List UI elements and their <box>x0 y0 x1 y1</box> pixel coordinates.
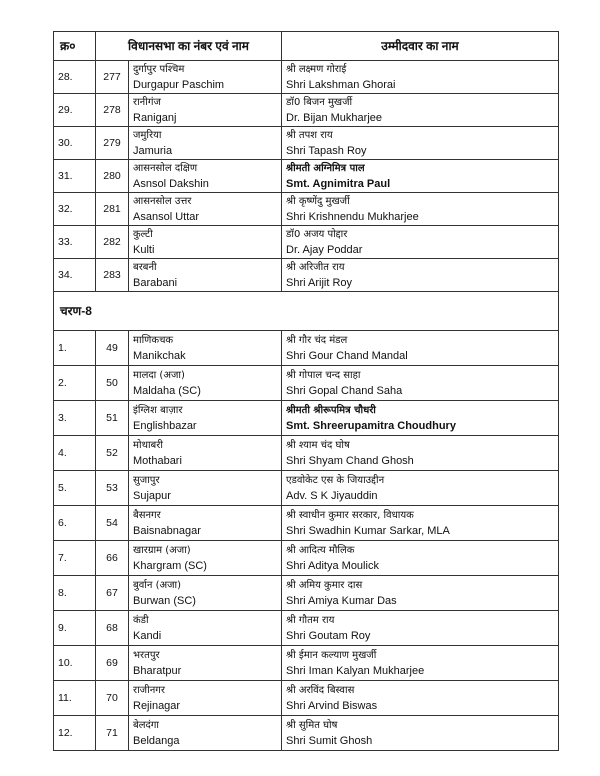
candidate-name-english: Shri Aditya Moulick <box>286 559 379 572</box>
table-row <box>54 259 559 292</box>
constituency-name-hindi: आसनसोल उत्तर <box>133 195 192 207</box>
phase-row <box>54 292 559 331</box>
constituency-name-hindi: माणिकचक <box>133 334 174 346</box>
candidate-name <box>282 127 559 160</box>
serial-number: 1. <box>54 331 96 366</box>
serial-number: 32. <box>54 193 96 226</box>
candidate-name <box>282 259 559 292</box>
candidate-name <box>282 471 559 506</box>
candidate-name-hindi: एडवोकेट एस के जियाउद्दीन <box>286 474 385 486</box>
constituency-name-english: Maldaha (SC) <box>133 384 201 397</box>
constituency-name <box>129 94 282 127</box>
candidate-name-english: Shri Krishnendu Mukharjee <box>286 210 419 223</box>
constituency-number: 49 <box>96 331 129 366</box>
serial-number: 6. <box>54 506 96 541</box>
table-row <box>54 226 559 259</box>
constituency-name <box>129 681 282 716</box>
candidate-name-english: Shri Tapash Roy <box>286 144 367 157</box>
serial-number: 9. <box>54 611 96 646</box>
constituency-name-hindi: भरतपुर <box>133 649 160 661</box>
serial-number: 2. <box>54 366 96 401</box>
constituency-name-english: Jamuria <box>133 144 173 157</box>
candidate-name-english: Dr. Ajay Poddar <box>286 243 363 256</box>
constituency-name-english: Sujapur <box>133 489 171 502</box>
constituency-number: 277 <box>96 61 129 94</box>
constituency-name-english: Kandi <box>133 629 162 642</box>
candidate-name-hindi: श्रीमती अग्निमित्र पाल <box>286 162 365 174</box>
constituency-name-english: Khargram (SC) <box>133 559 207 572</box>
constituency-number: 54 <box>96 506 129 541</box>
candidate-name-hindi: श्री आदित्य मौलिक <box>286 544 355 556</box>
candidate-name <box>282 94 559 127</box>
constituency-number: 67 <box>96 576 129 611</box>
constituency-number: 53 <box>96 471 129 506</box>
serial-number: 29. <box>54 94 96 127</box>
table-row <box>54 646 559 681</box>
constituency-name-hindi: दुर्गापुर पश्चिम <box>133 63 185 75</box>
constituency-name-hindi: इंग्लिश बाज़ार <box>133 404 183 416</box>
constituency-number: 281 <box>96 193 129 226</box>
serial-number: 31. <box>54 160 96 193</box>
constituency-name-hindi: सुजापुर <box>133 474 160 486</box>
candidate-name <box>282 541 559 576</box>
table-row <box>54 127 559 160</box>
table-row <box>54 471 559 506</box>
candidate-name-hindi: श्री गोपाल चन्द साहा <box>286 369 361 381</box>
constituency-number: 282 <box>96 226 129 259</box>
candidate-name-hindi: डॉ0 बिजन मुखर्जी <box>286 96 353 108</box>
candidate-name-english: Shri Gour Chand Mandal <box>286 349 408 362</box>
candidate-name <box>282 193 559 226</box>
constituency-name-hindi: आसनसोल दक्षिण <box>133 162 198 174</box>
table-row <box>54 61 559 94</box>
constituency-name-english: Manikchak <box>133 349 186 362</box>
candidate-name-hindi: डॉ0 अजय पोद्दार <box>286 228 348 240</box>
constituency-name-english: Bharatpur <box>133 664 182 677</box>
constituency-number: 70 <box>96 681 129 716</box>
constituency-number: 66 <box>96 541 129 576</box>
candidate-name-hindi: श्री स्वाधीन कुमार सरकार, विधायक <box>286 509 414 521</box>
phase-label: चरण-8 <box>54 292 559 331</box>
serial-number: 3. <box>54 401 96 436</box>
constituency-name-english: Asnsol Dakshin <box>133 177 209 190</box>
candidate-name-english: Shri Swadhin Kumar Sarkar, MLA <box>286 524 450 537</box>
constituency-number: 278 <box>96 94 129 127</box>
constituency-name-hindi: मालदा (अजा) <box>133 369 185 381</box>
constituency-name-english: Mothabari <box>133 454 182 467</box>
constituency-name-english: Raniganj <box>133 111 177 124</box>
candidate-name-english: Shri Goutam Roy <box>286 629 371 642</box>
serial-number: 12. <box>54 716 96 751</box>
header-constituency: विधानसभा का नंबर एवं नाम <box>96 32 282 61</box>
header-serial: क्र० <box>54 32 96 61</box>
table-row <box>54 401 559 436</box>
table-row <box>54 366 559 401</box>
serial-number: 5. <box>54 471 96 506</box>
table-row <box>54 611 559 646</box>
constituency-name <box>129 160 282 193</box>
table-row <box>54 506 559 541</box>
constituency-name <box>129 611 282 646</box>
constituency-name-hindi: बरबनी <box>133 261 157 273</box>
constituency-name-hindi: कंडी <box>133 614 149 626</box>
header-candidate: उम्मीदवार का नाम <box>282 32 559 61</box>
constituency-number: 50 <box>96 366 129 401</box>
candidate-name <box>282 61 559 94</box>
candidate-name-english: Smt. Shreerupamitra Choudhury <box>286 419 456 432</box>
constituency-name-hindi: बुर्वान (अजा) <box>133 579 182 591</box>
candidate-name-hindi: श्रीमती श्रीरूपमित्र चौधरी <box>286 404 376 416</box>
candidate-name <box>282 366 559 401</box>
candidate-list-table <box>53 31 559 751</box>
candidate-name-english: Shri Lakshman Ghorai <box>286 78 396 91</box>
candidate-name <box>282 160 559 193</box>
constituency-name <box>129 506 282 541</box>
constituency-name-hindi: राजीनगर <box>133 684 165 696</box>
constituency-name <box>129 716 282 751</box>
candidate-name <box>282 611 559 646</box>
phase-8-rows <box>54 331 559 751</box>
constituency-name-english: Burwan (SC) <box>133 594 196 607</box>
candidate-name-english: Shri Sumit Ghosh <box>286 734 373 747</box>
candidate-name-hindi: श्री अरिजीत राय <box>286 261 345 273</box>
constituency-name-hindi: रानीगंज <box>133 96 161 108</box>
candidate-name-hindi: श्री अरविंद बिस्वास <box>286 684 355 696</box>
constituency-number: 283 <box>96 259 129 292</box>
constituency-name-english: Englishbazar <box>133 419 197 432</box>
constituency-name-english: Rejinagar <box>133 699 181 712</box>
constituency-name-hindi: जमुरिया <box>133 129 162 141</box>
candidate-name-hindi: श्री सुमित घोष <box>286 719 338 731</box>
candidate-name-hindi: श्री कृष्णेंदु मुखर्जी <box>286 195 350 207</box>
table-header-row <box>54 32 559 61</box>
candidate-name <box>282 576 559 611</box>
candidate-name-hindi: श्री लक्ष्मण गोराई <box>286 63 347 75</box>
constituency-name-hindi: कुल्टी <box>133 228 153 240</box>
constituency-name <box>129 471 282 506</box>
candidate-name-english: Shri Shyam Chand Ghosh <box>286 454 414 467</box>
constituency-name <box>129 127 282 160</box>
table-row <box>54 160 559 193</box>
serial-number: 11. <box>54 681 96 716</box>
constituency-name-hindi: मोथाबरी <box>133 439 163 451</box>
candidate-name-hindi: श्री गौर चंद मंडल <box>286 334 348 346</box>
constituency-name <box>129 226 282 259</box>
constituency-name-english: Durgapur Paschim <box>133 78 225 91</box>
constituency-name-english: Barabani <box>133 276 178 289</box>
constituency-name-hindi: बैसनगर <box>133 509 161 521</box>
constituency-number: 51 <box>96 401 129 436</box>
candidate-name-english: Adv. S K Jiyauddin <box>286 489 378 502</box>
constituency-name <box>129 646 282 681</box>
constituency-name <box>129 401 282 436</box>
table-row <box>54 193 559 226</box>
table-row <box>54 681 559 716</box>
candidate-name-english: Shri Gopal Chand Saha <box>286 384 403 397</box>
constituency-name-english: Kulti <box>133 243 155 256</box>
constituency-name-hindi: बेलदंगा <box>133 719 160 731</box>
constituency-name-english: Asansol Uttar <box>133 210 200 223</box>
constituency-number: 68 <box>96 611 129 646</box>
candidate-name-hindi: श्री श्याम चंद घोष <box>286 439 350 451</box>
constituency-number: 69 <box>96 646 129 681</box>
constituency-name <box>129 61 282 94</box>
table-row <box>54 331 559 366</box>
constituency-name <box>129 541 282 576</box>
serial-number: 34. <box>54 259 96 292</box>
constituency-number: 52 <box>96 436 129 471</box>
candidate-name <box>282 506 559 541</box>
candidate-name <box>282 681 559 716</box>
constituency-name <box>129 576 282 611</box>
table-row <box>54 576 559 611</box>
constituency-name <box>129 436 282 471</box>
serial-number: 28. <box>54 61 96 94</box>
candidate-name-hindi: श्री तपश राय <box>286 129 333 141</box>
serial-number: 4. <box>54 436 96 471</box>
candidate-name-english: Shri Amiya Kumar Das <box>286 594 397 607</box>
constituency-name <box>129 193 282 226</box>
candidate-name-english: Smt. Agnimitra Paul <box>286 177 391 190</box>
candidate-name-hindi: श्री गौतम राय <box>286 614 335 626</box>
candidate-name <box>282 331 559 366</box>
constituency-name <box>129 366 282 401</box>
candidate-name <box>282 226 559 259</box>
serial-number: 33. <box>54 226 96 259</box>
serial-number: 30. <box>54 127 96 160</box>
constituency-name-hindi: खारग्राम (अजा) <box>133 544 191 556</box>
serial-number: 10. <box>54 646 96 681</box>
table-row <box>54 436 559 471</box>
candidate-name-hindi: श्री अमिय कुमार दास <box>286 579 363 591</box>
candidate-name-english: Dr. Bijan Mukharjee <box>286 111 383 124</box>
candidate-name-english: Shri Arvind Biswas <box>286 699 378 712</box>
constituency-name <box>129 259 282 292</box>
constituency-name-english: Baisnabnagar <box>133 524 201 537</box>
candidate-name <box>282 401 559 436</box>
serial-number: 8. <box>54 576 96 611</box>
table-row <box>54 541 559 576</box>
serial-number: 7. <box>54 541 96 576</box>
phase-7-rows <box>54 61 559 292</box>
candidate-name <box>282 716 559 751</box>
phase-header <box>54 292 559 331</box>
candidate-name-hindi: श्री ईमान कल्याण मुखर्जी <box>286 649 377 661</box>
table-row <box>54 94 559 127</box>
candidate-name-english: Shri Arijit Roy <box>286 276 353 289</box>
candidate-name <box>282 436 559 471</box>
constituency-name-english: Beldanga <box>133 734 180 747</box>
constituency-name <box>129 331 282 366</box>
constituency-number: 71 <box>96 716 129 751</box>
constituency-number: 279 <box>96 127 129 160</box>
candidate-name-english: Shri Iman Kalyan Mukharjee <box>286 664 425 677</box>
candidate-name <box>282 646 559 681</box>
constituency-number: 280 <box>96 160 129 193</box>
table-row <box>54 716 559 751</box>
